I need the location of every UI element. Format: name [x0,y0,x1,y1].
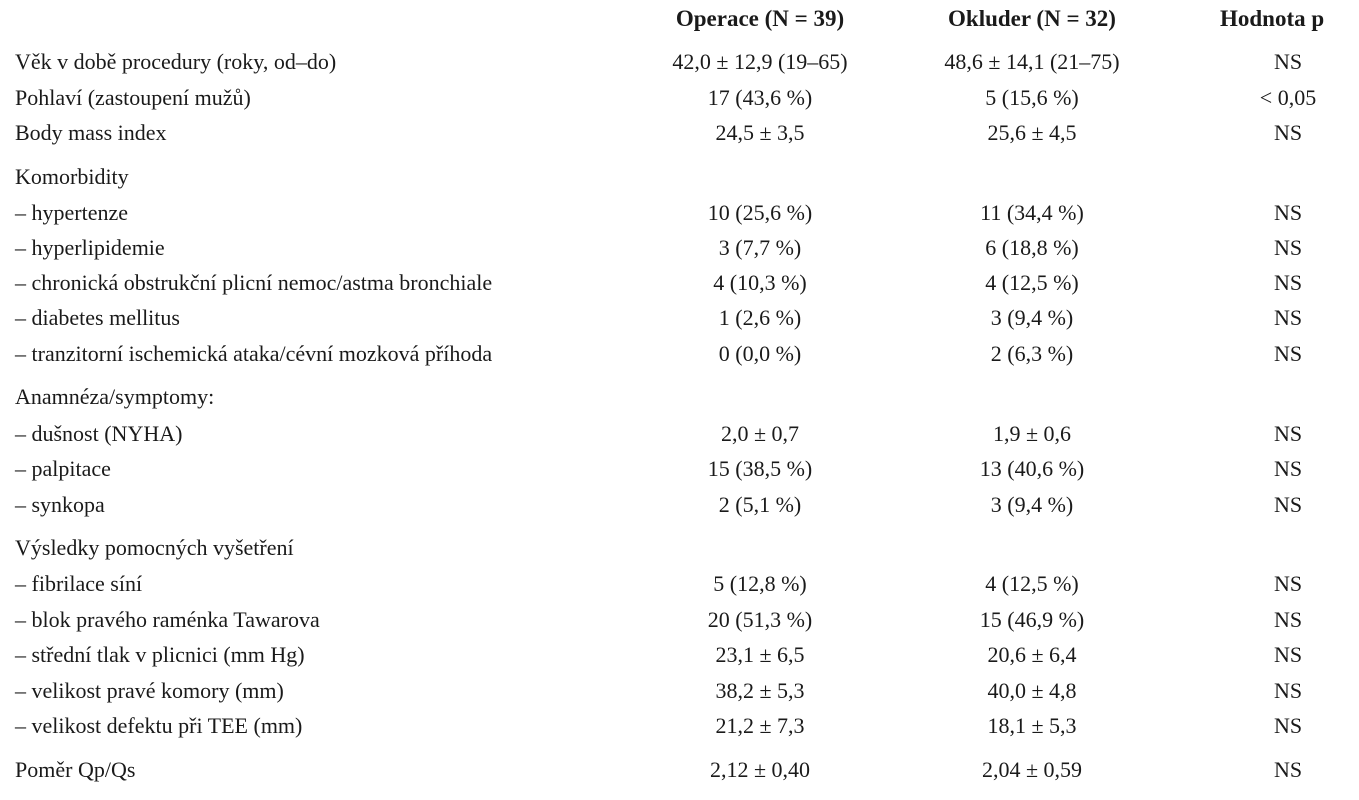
operace-value: 15 (38,5 %) [707,456,813,481]
table-row [0,567,1359,601]
row-label: – tranzitorní ischemická ataka/cévní mozková příhoda [15,341,493,366]
table-row [0,160,1359,194]
table-row [0,81,1359,115]
table-row [0,196,1359,230]
table-header [0,2,1359,36]
table-row [0,116,1359,150]
operace-value: 4 (10,3 %) [713,270,807,295]
p-value: NS [1273,305,1303,330]
okluder-value: 5 (15,6 %) [985,85,1079,110]
table-row [0,231,1359,265]
table-row [0,45,1359,79]
row-label: – palpitace [15,456,111,481]
p-value: NS [1273,571,1303,596]
p-value: NS [1273,341,1303,366]
operace-value: 17 (43,6 %) [707,85,813,110]
table-row [0,603,1359,637]
row-label: – velikost defektu při TEE (mm) [15,713,303,738]
operace-value: 2,0 ± 0,7 [720,421,800,446]
row-label: Výsledky pomocných vyšetření [15,535,294,560]
okluder-value: 15 (46,9 %) [979,607,1085,632]
okluder-value: 20,6 ± 6,4 [987,642,1077,667]
operace-value: 23,1 ± 6,5 [715,642,805,667]
table-row [0,674,1359,708]
p-value: NS [1273,492,1303,517]
operace-value: 24,5 ± 3,5 [715,120,805,145]
row-label: – střední tlak v plicnici (mm Hg) [15,642,305,667]
row-label: Anamnéza/symptomy: [15,384,215,409]
okluder-value: 48,6 ± 14,1 (21–75) [944,49,1120,74]
table-row [0,531,1359,565]
operace-value: 2 (5,1 %) [718,492,802,517]
operace-value: 1 (2,6 %) [718,305,802,330]
row-label: – diabetes mellitus [15,305,180,330]
p-value: < 0,05 [1259,85,1317,110]
table-row [0,417,1359,451]
operace-value: 3 (7,7 %) [718,235,802,260]
row-label: – hyperlipidemie [15,235,165,260]
row-label: – hypertenze [15,200,128,225]
operace-value: 42,0 ± 12,9 (19–65) [672,49,848,74]
p-value: NS [1273,120,1303,145]
p-value: NS [1273,607,1303,632]
table-row [0,709,1359,743]
operace-value: 38,2 ± 5,3 [715,678,805,703]
okluder-value: 3 (9,4 %) [990,305,1074,330]
p-value: NS [1273,200,1303,225]
row-label: Body mass index [15,120,167,145]
operace-value: 10 (25,6 %) [707,200,813,225]
row-label: Komorbidity [15,164,129,189]
okluder-value: 18,1 ± 5,3 [987,713,1077,738]
header-hodnota-p: Hodnota p [1220,6,1325,31]
p-value: NS [1273,456,1303,481]
okluder-value: 11 (34,4 %) [980,200,1084,225]
table-row [0,337,1359,371]
operace-value: 20 (51,3 %) [707,607,813,632]
p-value: NS [1273,642,1303,667]
okluder-value: 4 (12,5 %) [985,571,1079,596]
p-value: NS [1273,49,1303,74]
row-label: – chronická obstrukční plicní nemoc/astma bronchiale [15,270,493,295]
table-row [0,266,1359,300]
operace-value: 5 (12,8 %) [713,571,807,596]
p-value: NS [1273,713,1303,738]
table-row [0,753,1359,787]
operace-value: 21,2 ± 7,3 [715,713,805,738]
row-label: Pohlaví (zastoupení mužů) [15,85,251,110]
table-row [0,301,1359,335]
okluder-value: 6 (18,8 %) [985,235,1079,260]
p-value: NS [1273,270,1303,295]
header-operace: Operace (N = 39) [675,6,845,31]
okluder-value: 13 (40,6 %) [979,456,1085,481]
header-okluder: Okluder (N = 32) [948,6,1116,31]
p-value: NS [1273,678,1303,703]
table-row [0,452,1359,486]
okluder-value: 2 (6,3 %) [990,341,1074,366]
row-label: Poměr Qp/Qs [15,757,136,782]
okluder-value: 4 (12,5 %) [985,270,1079,295]
row-label: Věk v době procedury (roky, od–do) [15,49,337,74]
operace-value: 2,12 ± 0,40 [709,757,811,782]
okluder-value: 2,04 ± 0,59 [981,757,1083,782]
table-row [0,380,1359,414]
row-label: – fibrilace síní [15,571,143,596]
table-row [0,638,1359,672]
p-value: NS [1273,235,1303,260]
row-label: – dušnost (NYHA) [15,421,183,446]
okluder-value: 40,0 ± 4,8 [987,678,1077,703]
operace-value: 0 (0,0 %) [718,341,802,366]
okluder-value: 1,9 ± 0,6 [992,421,1072,446]
row-label: – velikost pravé komory (mm) [15,678,284,703]
okluder-value: 3 (9,4 %) [990,492,1074,517]
table-row [0,488,1359,522]
row-label: – synkopa [15,492,105,517]
p-value: NS [1273,757,1303,782]
row-label: – blok pravého raménka Tawarova [15,607,320,632]
p-value: NS [1273,421,1303,446]
okluder-value: 25,6 ± 4,5 [987,120,1077,145]
